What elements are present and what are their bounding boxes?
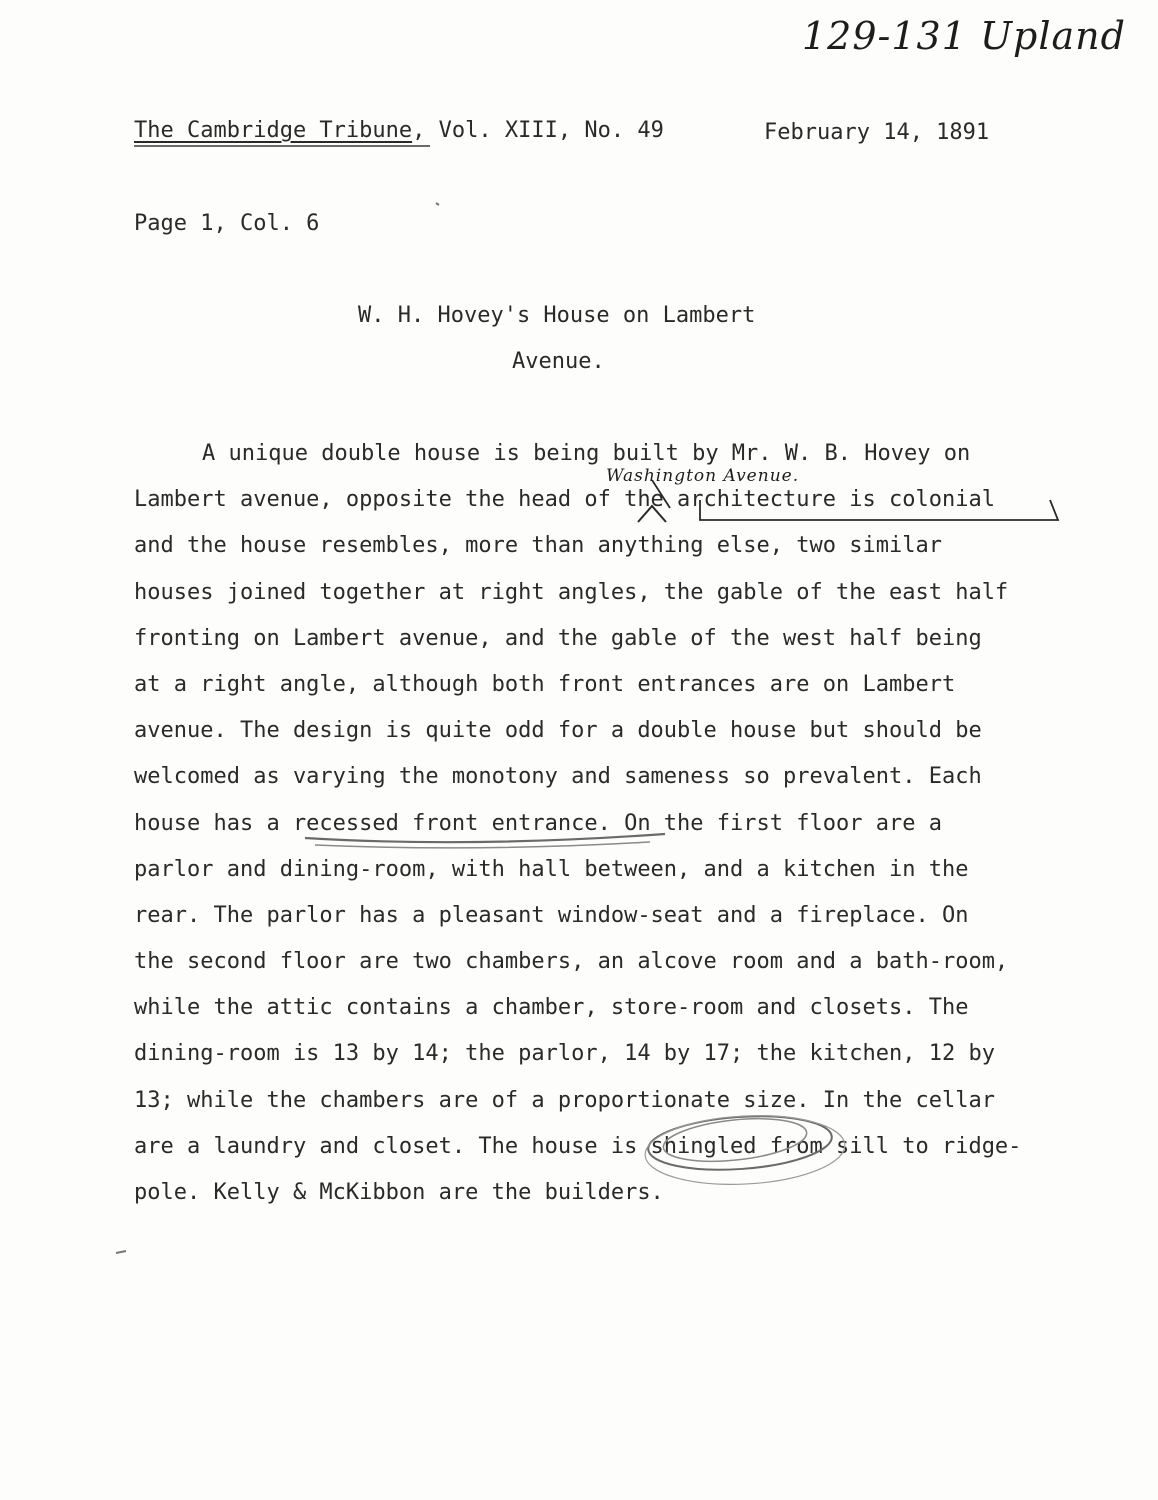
headline-line-2: Avenue. bbox=[512, 349, 605, 374]
body-line: rear. The parlor has a pleasant window-seat and a fireplace. On bbox=[134, 902, 969, 928]
stray-mark bbox=[436, 203, 439, 205]
body-line: while the attic contains a chamber, store-room and closets. The bbox=[134, 995, 969, 1021]
body-line: welcomed as varying the monotony and sameness so prevalent. Each bbox=[134, 764, 982, 790]
newspaper-title: The Cambridge Tribune bbox=[134, 118, 413, 143]
body-line: and the house resembles, more than anything else, two similar bbox=[134, 533, 942, 559]
page-column-reference: Page 1, Col. 6 bbox=[134, 211, 320, 236]
body-line: house has a recessed front entrance. On the first floor are a bbox=[134, 810, 942, 836]
body-line: avenue. The design is quite odd for a double house but should be bbox=[134, 718, 982, 744]
citation-line bbox=[134, 120, 664, 142]
body-line: 13; while the chambers are of a proportionate size. In the cellar bbox=[134, 1087, 995, 1113]
handwritten-file-note: 129-131 Upland bbox=[802, 14, 1126, 58]
headline-line-1: W. H. Hovey's House on Lambert bbox=[358, 303, 756, 328]
body-line: parlor and dining-room, with hall between, and a kitchen in the bbox=[134, 856, 969, 882]
body-line: at a right angle, although both front entrances are on Lambert bbox=[134, 671, 956, 697]
body-line: are a laundry and closet. The house is shingled from sill to ridge- bbox=[134, 1133, 1022, 1159]
body-line: Lambert avenue, opposite the head of the architecture is colonial bbox=[134, 487, 995, 513]
handwritten-insertion: Washington Avenue. bbox=[606, 466, 800, 486]
body-line: the second floor are two chambers, an alcove room and a bath-room, bbox=[134, 949, 1009, 975]
body-line: A unique double house is being built by Mr. W. B. Hovey on bbox=[202, 441, 971, 466]
body-line: pole. Kelly & McKibbon are the builders. bbox=[134, 1180, 664, 1205]
body-line: dining-room is 13 by 14; the parlor, 14 by 17; the kitchen, 12 by bbox=[134, 1041, 995, 1067]
article-body bbox=[134, 442, 1094, 1227]
volume-number: , Vol. XIII, No. 49 bbox=[412, 118, 664, 143]
body-line: fronting on Lambert avenue, and the gable of the west half being bbox=[134, 625, 982, 651]
body-line: houses joined together at right angles, the gable of the east half bbox=[134, 579, 1009, 605]
stray-mark bbox=[116, 1251, 126, 1253]
citation-date: February 14, 1891 bbox=[764, 120, 990, 145]
